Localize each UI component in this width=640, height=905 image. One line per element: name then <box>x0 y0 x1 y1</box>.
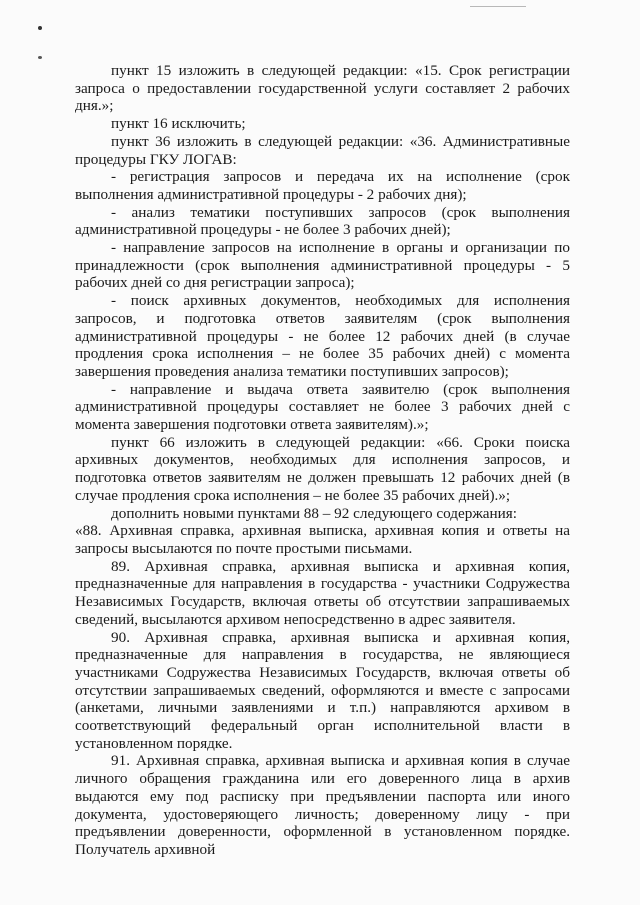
scan-edge-line <box>470 6 526 7</box>
paragraph: 90. Архивная справка, архивная выписка и архивная копия, предназначенные для направления в государства, не являющиеся участниками Содружества Независимых Государств, включая ответы об отсутствии запрашиваемых сведений, оформляются и вместе с запросами (анкетами, личными заявлениями и т.п.) направляются архивом в соответствующий федеральный орган исполнительной власти в установленном порядке. <box>75 628 570 752</box>
paragraph: 91. Архивная справка, архивная выписка и архивная копия в случае личного обращения гражданина или его доверенного лица в архив выдаются ему под расписку при предъявлении паспорта или иного документа, удостоверяющего личность; доверенному лицу - при предъявлении доверенности, оформленной в установленном порядке. Получатель архивной <box>75 752 570 858</box>
paragraph: пункт 16 исключить; <box>111 115 246 133</box>
paragraph: пункт 66 изложить в следующей редакции: «66. Сроки поиска архивных документов, необходимых для исполнения запросов, и подготовка ответов заявителям не должен превышать 12 рабочих дней (в случае продления срока исполнения – не более 35 рабочих дней).»; <box>75 433 570 504</box>
document-body <box>75 62 570 859</box>
paragraph: пункт 15 изложить в следующей редакции: «15. Срок регистрации запроса о предоставлении государственной услуги составляет 2 рабочих дня.»; <box>75 62 570 115</box>
paragraph: - направление и выдача ответа заявителю (срок выполнения административной процедуры составляет не более 3 рабочих дней с момента завершения подготовки ответа заявителям).»; <box>75 380 570 434</box>
scan-speck <box>38 26 42 30</box>
paragraph: - анализ тематики поступивших запросов (срок выполнения административной процедуры - не более 3 рабочих дней); <box>75 203 570 239</box>
scan-speck <box>38 56 42 59</box>
paragraph: дополнить новыми пунктами 88 – 92 следующего содержания: <box>111 504 518 522</box>
paragraph: - направление запросов на исполнение в органы и организации по принадлежности (срок выполнения административной процедуры - 5 рабочих дней со дня регистрации запроса); <box>75 239 570 292</box>
paragraph: - поиск архивных документов, необходимых для исполнения запросов, и подготовка ответов заявителям (срок выполнения административной процедуры - не более 12 рабочих дней (в случае продления срока исполнения – не более 35 рабочих дней) с момента завершения проведения анализа тематики поступивших запросов); <box>75 292 570 380</box>
paragraph: 89. Архивная справка, архивная выписка и архивная копия, предназначенные для направления в государства - участники Содружества Независимых Государств, включая ответы об отсутствии запрашиваемых сведений, высылаются архивом непосредственно в адрес заявителя. <box>75 557 570 628</box>
paragraph: - регистрация запросов и передача их на исполнение (срок выполнения административной процедуры - 2 рабочих дня); <box>75 168 570 203</box>
paragraph: пункт 36 изложить в следующей редакции: «36. Административные процедуры ГКУ ЛОГАВ: <box>75 132 570 168</box>
paragraph: «88. Архивная справка, архивная выписка, архивная копия и ответы на запросы высылаются по почте простыми письмами. <box>75 522 570 557</box>
